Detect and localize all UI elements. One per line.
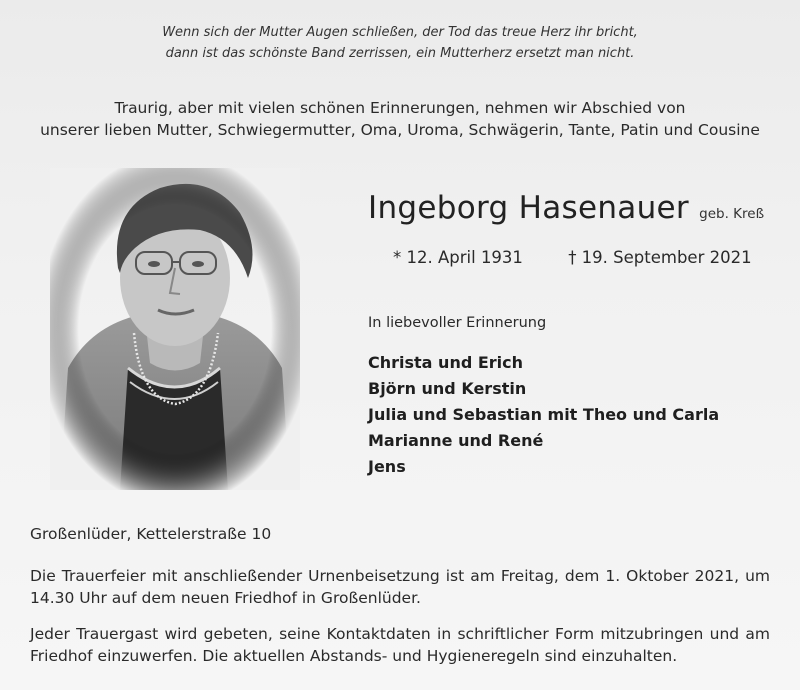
intro-text — [0, 97, 800, 141]
poem-line-2: dann ist das schönste Band zerrissen, ein Mutterherz ersetzt man nicht. — [165, 46, 635, 61]
poem-line-1: Wenn sich der Mutter Augen schließen, der Tod das treue Herz ihr bricht, — [162, 25, 638, 40]
memory-label: In liebevoller Erinnerung — [368, 315, 547, 331]
deceased-name-block — [368, 190, 764, 226]
birth-date: * 12. April 1931 — [393, 248, 523, 267]
intro-line-2: unserer lieben Mutter, Schwiegermutter, Oma, Uroma, Schwägerin, Tante, Patin und Cousine — [40, 121, 760, 139]
poem — [0, 22, 800, 64]
family-member: Björn und Kerstin — [368, 379, 527, 398]
family-member: Christa und Erich — [368, 353, 524, 372]
deceased-name: Ingeborg Hasenauer — [368, 190, 689, 226]
life-dates — [393, 248, 752, 267]
address: Großenlüder, Kettelerstraße 10 — [30, 525, 272, 543]
maiden-name: geb. Kreß — [699, 206, 765, 222]
portrait-photo — [50, 168, 300, 490]
family-member: Julia und Sebastian mit Theo und Carla — [368, 405, 720, 424]
death-date: † 19. September 2021 — [568, 248, 752, 267]
funeral-info-paragraph: Die Trauerfeier mit anschließender Urnenbeisetzung ist am Freitag, dem 1. Oktober 2021, um 14.30 Uhr auf dem neuen Friedhof in Großenlüder. — [30, 567, 770, 607]
guest-notice-paragraph: Jeder Trauergast wird gebeten, seine Kontaktdaten in schriftlicher Form mitzubringen und am Friedhof einzuwerfen. Die aktuellen Abstands- und Hygieneregeln sind einzuhalten. — [30, 625, 770, 665]
family-member: Marianne und René — [368, 431, 544, 450]
intro-line-1: Traurig, aber mit vielen schönen Erinnerungen, nehmen wir Abschied von — [114, 99, 686, 117]
family-member: Jens — [368, 457, 406, 476]
family-list — [368, 350, 719, 480]
